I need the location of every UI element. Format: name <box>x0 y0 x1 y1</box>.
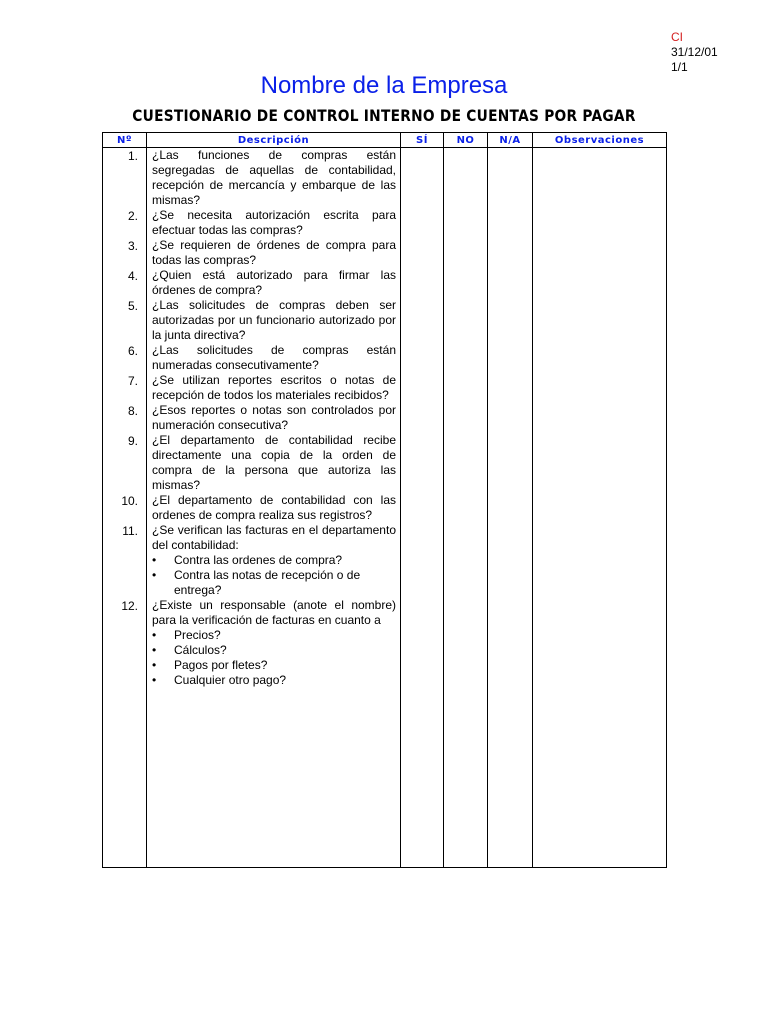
question-sub-item <box>152 568 396 598</box>
observations-column[interactable] <box>533 148 667 868</box>
question-number: 9. <box>127 433 138 448</box>
sub-item-text: Precios? <box>174 628 221 642</box>
column-header-yes: SÍ <box>401 133 444 148</box>
column-header-number: Nº <box>103 133 147 148</box>
column-header-description: Descripción <box>147 133 401 148</box>
question-number: 2. <box>127 208 138 223</box>
bullet-icon: • <box>152 658 157 672</box>
question-number: 10. <box>121 493 138 508</box>
document-code: CI <box>671 30 683 44</box>
questionnaire-title: CUESTIONARIO DE CONTROL INTERNO DE CUENTAS POR PAGAR <box>132 106 636 125</box>
question-text: ¿Se utilizan reportes escritos o notas de recepción de todos los materiales recibidos? <box>152 373 396 402</box>
bullet-icon: • <box>152 628 157 642</box>
column-header-na: N/A <box>488 133 533 148</box>
sub-item-text: Pagos por fletes? <box>174 658 268 672</box>
yes-answer-column[interactable] <box>401 148 444 868</box>
description-column <box>147 148 401 868</box>
question-number: 3. <box>127 238 138 253</box>
question-number: 4. <box>127 268 138 283</box>
sub-item-text: Cualquier otro pago? <box>174 673 287 687</box>
na-answer-column[interactable] <box>488 148 533 868</box>
question-text: ¿El departamento de contabilidad con las ordenes de compra realiza sus registros? <box>152 493 396 522</box>
question-text: ¿Existe un responsable (anote el nombre) para la verificación de facturas en cuanto a <box>152 598 396 627</box>
no-answer-column[interactable] <box>444 148 488 868</box>
question-number: 1. <box>127 148 138 163</box>
column-header-observations: Observaciones <box>533 133 667 148</box>
question-number: 8. <box>127 403 138 418</box>
bullet-icon: • <box>152 673 157 687</box>
sub-item-text: Contra las notas de recepción o de entrega? <box>174 568 361 597</box>
bullet-icon: • <box>152 568 157 582</box>
question-text: ¿Quien está autorizado para firmar las órdenes de compra? <box>152 268 396 297</box>
question-sub-item <box>152 628 396 643</box>
table-header-row <box>103 133 667 148</box>
question-text: ¿El departamento de contabilidad recibe directamente una copia de la orden de compra de la persona que autoriza las mismas? <box>152 433 396 492</box>
question-number: 11. <box>122 523 138 538</box>
bullet-icon: • <box>152 643 157 657</box>
question-text: ¿Las solicitudes de compras están numeradas consecutivamente? <box>152 343 396 372</box>
page-number: 1/1 <box>671 60 688 74</box>
question-text: ¿Las funciones de compras están segregadas de aquellas de contabilidad, recepción de mercancía y embarque de las mismas? <box>152 148 396 207</box>
question-text: ¿Esos reportes o notas son controlados por numeración consecutiva? <box>152 403 396 432</box>
sub-item-text: Cálculos? <box>174 643 227 657</box>
question-text: ¿Se necesita autorización escrita para efectuar todas las compras? <box>152 208 396 237</box>
question-number: 12. <box>121 598 138 613</box>
question-text: ¿Las solicitudes de compras deben ser autorizadas por un funcionario autorizado por la junta directiva? <box>152 298 396 342</box>
question-number: 6. <box>127 343 138 358</box>
column-header-no: NO <box>444 133 488 148</box>
questionnaire-table <box>102 132 667 868</box>
question-sub-item <box>152 553 396 568</box>
bullet-icon: • <box>152 553 157 567</box>
document-reference <box>671 30 718 75</box>
question-sub-item <box>152 658 396 673</box>
question-sub-item <box>152 673 396 688</box>
question-number: 7. <box>127 373 138 388</box>
table-body-row <box>103 148 667 868</box>
question-sub-item <box>152 643 396 658</box>
sub-item-text: Contra las ordenes de compra? <box>174 553 343 567</box>
question-text: ¿Se requieren de órdenes de compra para todas las compras? <box>152 238 396 267</box>
question-text: ¿Se verifican las facturas en el departamento del contabilidad: <box>152 523 396 552</box>
question-number: 5. <box>127 298 138 313</box>
document-date: 31/12/01 <box>671 45 718 59</box>
company-name: Nombre de la Empresa <box>260 72 508 99</box>
number-column <box>103 148 147 868</box>
